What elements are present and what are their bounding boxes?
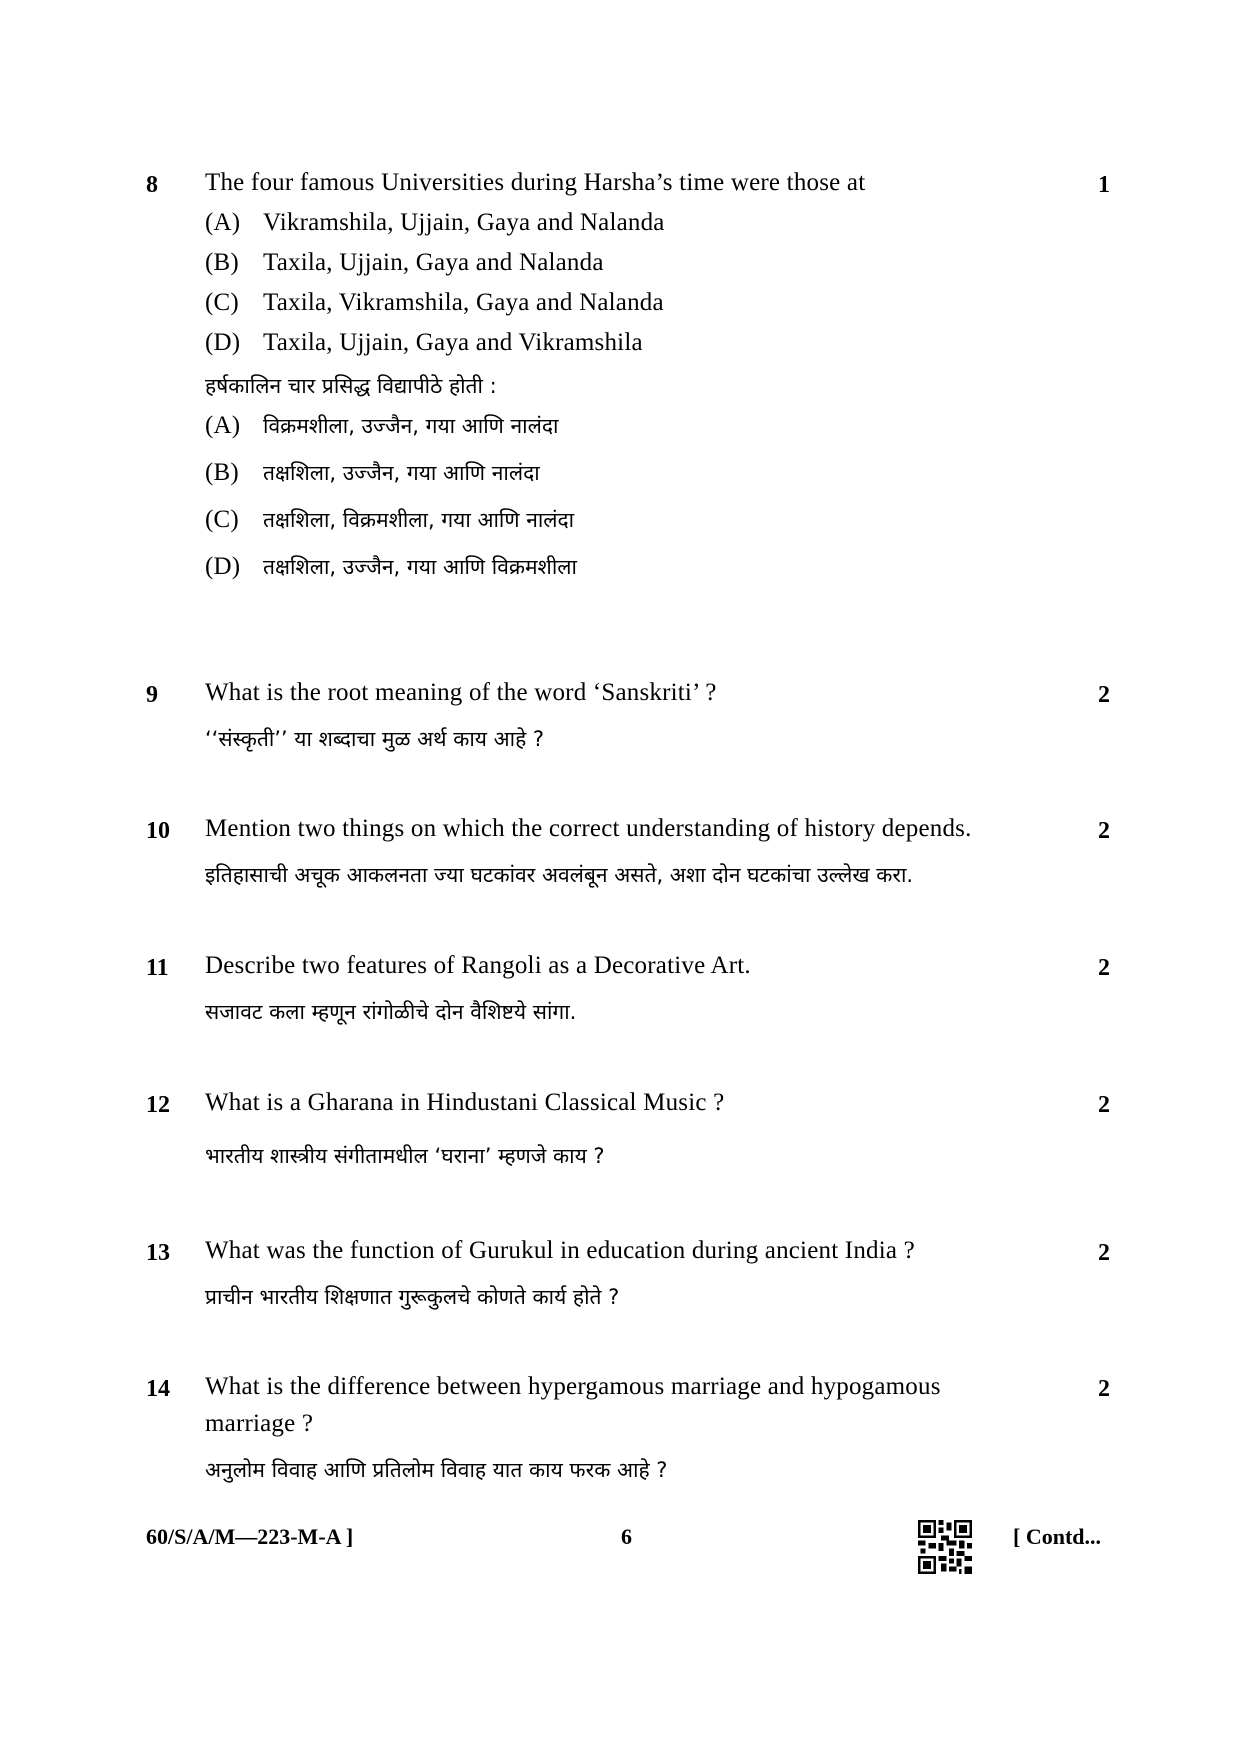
option-en-a <box>205 209 665 237</box>
question-text-mr: भारतीय शास्त्रीय संगीतामधील ‘घराना’ म्हणजे काय ? <box>205 1144 605 1168</box>
question-text-mr: सजावट कला म्हणून रांगोळीचे दोन वैशिष्टये सांगा. <box>205 1000 577 1024</box>
option-mr-d <box>205 553 577 581</box>
option-en-d <box>205 329 643 357</box>
option-label: (B) <box>205 249 239 276</box>
option-en-b <box>205 249 604 277</box>
question-marks: 2 <box>1098 818 1110 844</box>
question-marks: 1 <box>1098 172 1110 198</box>
option-label: (A) <box>205 209 241 236</box>
qr-code-icon <box>918 1520 972 1574</box>
option-text: Vikramshila, Ujjain, Gaya and Nalanda <box>263 209 665 236</box>
question-text-en: What was the function of Gurukul in education during ancient India ? <box>205 1237 915 1264</box>
paper-code: 60/S/A/M—223-M-A ] <box>146 1524 354 1549</box>
option-label: (C) <box>205 289 239 316</box>
question-text-en: What is the root meaning of the word ‘Sanskriti’ ? <box>205 679 717 706</box>
continued-label: [ Contd... <box>1013 1524 1102 1549</box>
option-label: (D) <box>205 329 241 356</box>
question-marks: 2 <box>1098 1376 1110 1402</box>
question-text-en: Mention two things on which the correct understanding of history depends. <box>205 815 972 842</box>
question-number: 12 <box>146 1092 170 1118</box>
option-label: (C) <box>205 506 239 533</box>
question-number: 11 <box>146 955 169 981</box>
option-text: तक्षशिला, विक्रमशीला, गया आणि नालंदा <box>263 508 575 532</box>
option-text: Taxila, Ujjain, Gaya and Nalanda <box>263 249 604 276</box>
option-mr-b <box>205 459 540 487</box>
option-text: तक्षशिला, उज्जैन, गया आणि नालंदा <box>263 461 540 485</box>
question-number: 10 <box>146 818 170 844</box>
question-text-mr: इतिहासाची अचूक आकलनता ज्या घटकांवर अवलंबून असते, अशा दोन घटकांचा उल्लेख करा. <box>205 863 914 887</box>
question-marks: 2 <box>1098 955 1110 981</box>
question-text-mr: हर्षकालिन चार प्रसिद्ध विद्यापीठे होती : <box>205 374 497 398</box>
question-text-en: What is a Gharana in Hindustani Classical Music ? <box>205 1089 725 1116</box>
option-mr-a <box>205 412 558 440</box>
option-label: (D) <box>205 553 241 580</box>
question-text-en-continued: marriage ? <box>205 1410 314 1437</box>
option-text: Taxila, Vikramshila, Gaya and Nalanda <box>263 289 664 316</box>
option-label: (B) <box>205 459 239 486</box>
question-marks: 2 <box>1098 682 1110 708</box>
question-text-en: What is the difference between hypergamous marriage and hypogamous <box>205 1373 941 1400</box>
question-text-mr: प्राचीन भारतीय शिक्षणात गुरूकुलचे कोणते कार्य होते ? <box>205 1285 620 1309</box>
option-en-c <box>205 289 664 317</box>
question-text-en: The four famous Universities during Harsha’s time were those at <box>205 169 866 196</box>
question-text-en: Describe two features of Rangoli as a Decorative Art. <box>205 952 751 979</box>
option-text: Taxila, Ujjain, Gaya and Vikramshila <box>263 329 643 356</box>
question-number: 13 <box>146 1240 170 1266</box>
option-text: विक्रमशीला, उज्जैन, गया आणि नालंदा <box>263 414 559 438</box>
option-text: तक्षशिला, उज्जैन, गया आणि विक्रमशीला <box>263 555 577 579</box>
option-label: (A) <box>205 412 241 439</box>
question-marks: 2 <box>1098 1240 1110 1266</box>
question-number: 9 <box>146 682 158 708</box>
question-marks: 2 <box>1098 1092 1110 1118</box>
option-mr-c <box>205 506 574 534</box>
question-text-mr: ‘‘संस्कृती’’ या शब्दाचा मुळ अर्थ काय आहे ? <box>205 727 545 751</box>
question-text-mr: अनुलोम विवाह आणि प्रतिलोम विवाह यात काय फरक आहे ? <box>205 1458 668 1482</box>
question-number: 14 <box>146 1376 170 1402</box>
question-number: 8 <box>146 172 158 198</box>
page-number: 6 <box>621 1524 632 1549</box>
